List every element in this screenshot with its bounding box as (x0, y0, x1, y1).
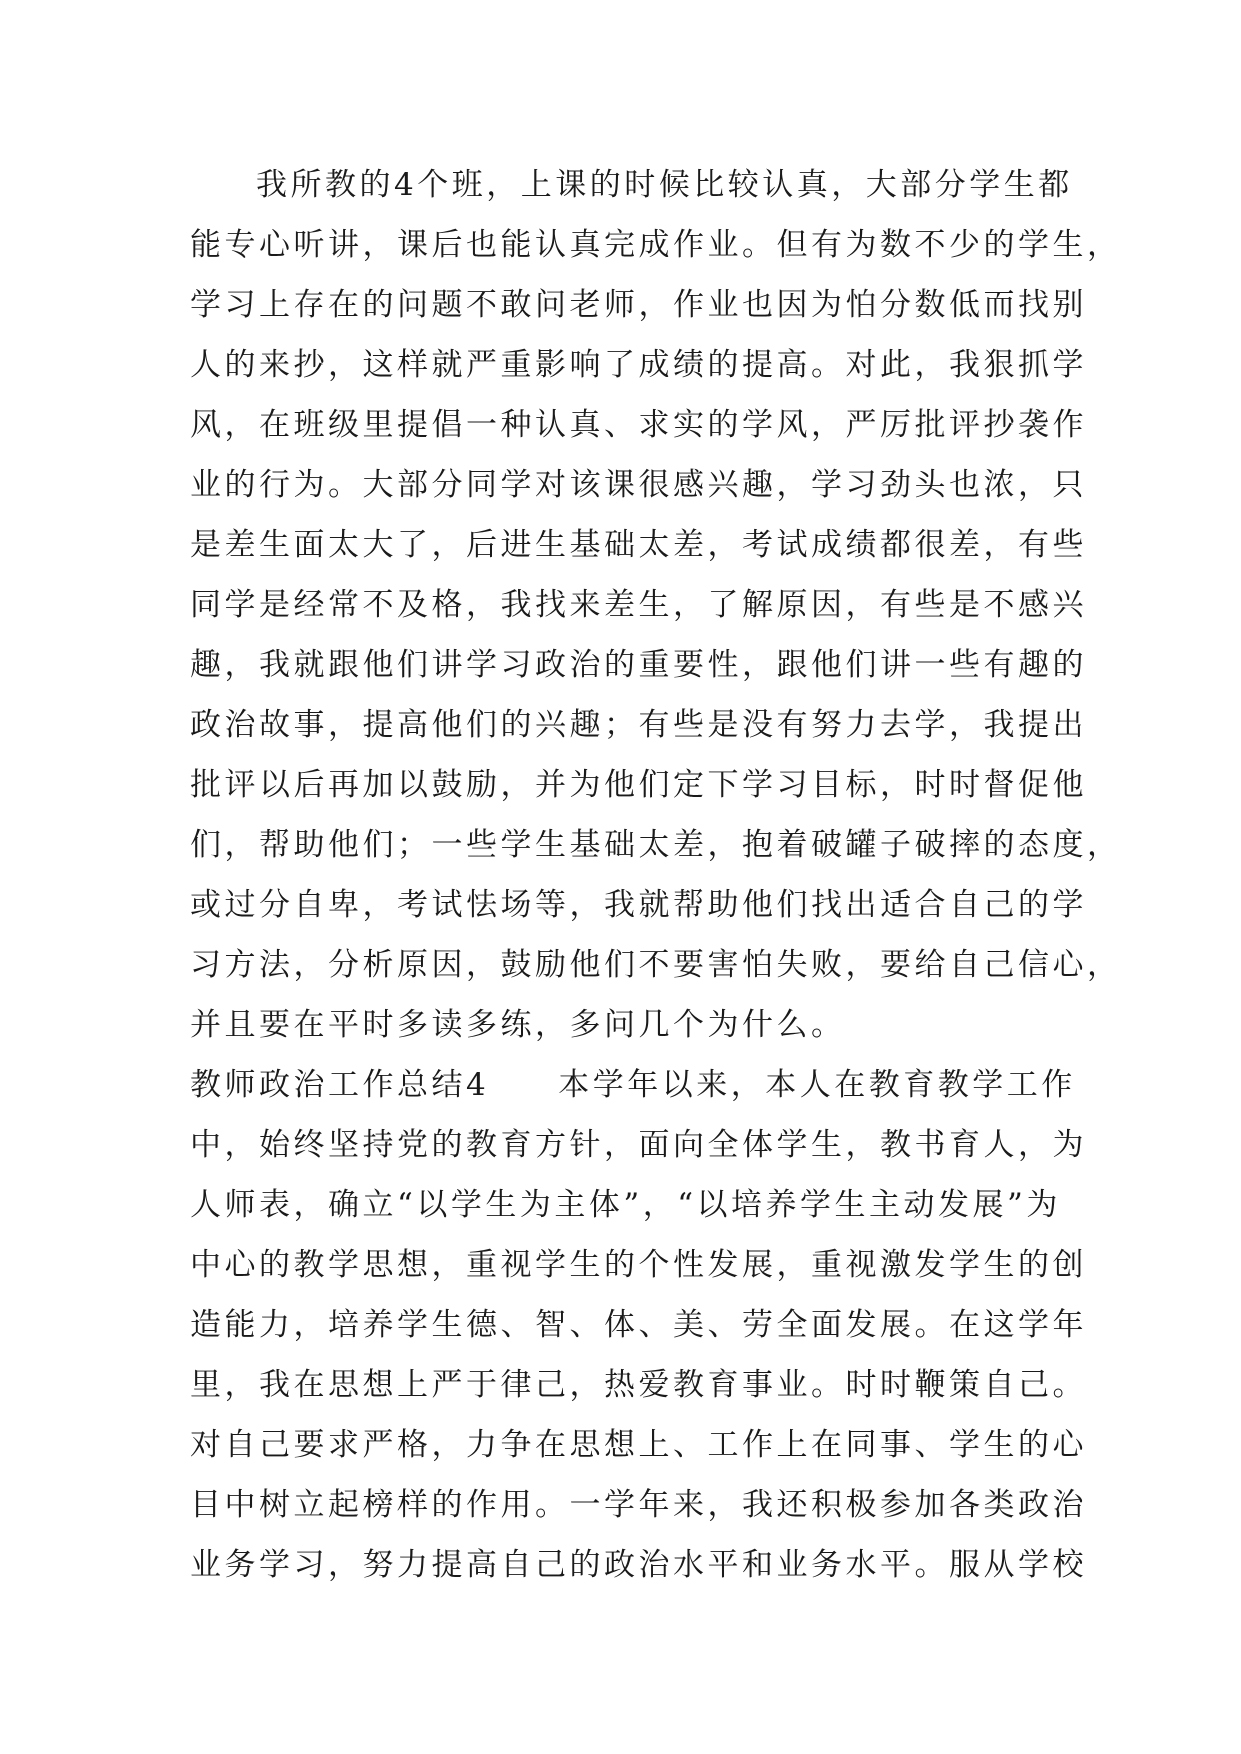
text-line-1: 我所教的4个班，上课的时候比较认真，大部分学生都 (256, 167, 1073, 203)
text-line-22: 对自己要求严格，力争在思想上、工作上在同事、学生的心 (190, 1427, 1087, 1463)
text-line-9: 趣，我就跟他们讲学习政治的重要性，跟他们讲一些有趣的 (190, 647, 1087, 683)
text-line-17: 中，始终坚持党的教育方针，面向全体学生，教书育人，为 (190, 1127, 1087, 1163)
text-line-23: 目中树立起榜样的作用。一学年来，我还积极参加各类政治 (190, 1487, 1087, 1523)
text-line-14: 习方法，分析原因，鼓励他们不要害怕失败，要给自己信心， (190, 947, 1122, 983)
text-line-4: 人的来抄，这样就严重影响了成绩的提高。对此，我狠抓学 (190, 347, 1087, 383)
text-line-11: 批评以后再加以鼓励，并为他们定下学习目标，时时督促他 (190, 767, 1087, 803)
text-line-21: 里，我在思想上严于律己，热爱教育事业。时时鞭策自己。 (190, 1367, 1087, 1403)
text-line-7: 是差生面太大了，后进生基础太差，考试成绩都很差，有些 (190, 527, 1087, 563)
text-line-5: 风，在班级里提倡一种认真、求实的学风，严厉批评抄袭作 (190, 407, 1087, 443)
text-line-3: 学习上存在的问题不敢问老师，作业也因为怕分数低而找别 (190, 287, 1087, 323)
text-line-19: 中心的教学思想，重视学生的个性发展，重视激发学生的创 (190, 1247, 1087, 1283)
text-line-15: 并且要在平时多读多练，多问几个为什么。 (190, 1007, 846, 1043)
text-line-12: 们，帮助他们；一些学生基础太差，抱着破罐子破摔的态度， (190, 827, 1122, 863)
text-line-24: 业务学习，努力提高自己的政治水平和业务水平。服从学校 (190, 1547, 1087, 1583)
text-line-6: 业的行为。大部分同学对该课很感兴趣，学习劲头也浓，只 (190, 467, 1087, 503)
text-line-18: 人师表，确立“以学生为主体”，“以培养学生主动发展”为 (190, 1187, 1061, 1223)
text-line-8: 同学是经常不及格，我找来差生，了解原因，有些是不感兴 (190, 587, 1087, 623)
text-line-2: 能专心听讲，课后也能认真完成作业。但有为数不少的学生， (190, 227, 1122, 263)
text-line-20: 造能力，培养学生德、智、体、美、劳全面发展。在这学年 (190, 1307, 1087, 1343)
text-line-13: 或过分自卑，考试怯场等，我就帮助他们找出适合自己的学 (190, 887, 1087, 923)
section-heading-line: 教师政治工作总结4 本学年以来，本人在教育教学工作 (190, 1067, 1076, 1103)
text-line-10: 政治故事，提高他们的兴趣；有些是没有努力去学，我提出 (190, 707, 1087, 743)
